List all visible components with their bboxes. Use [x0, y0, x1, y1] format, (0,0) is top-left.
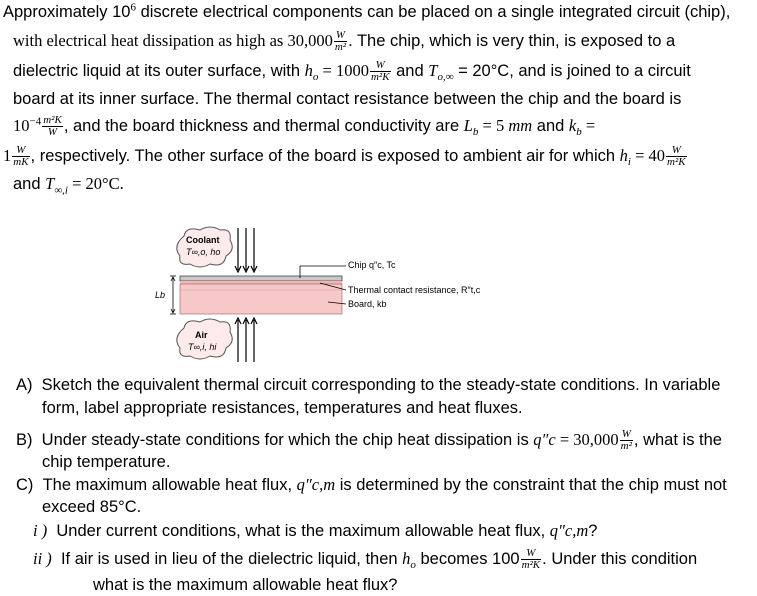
- question-c-label: C): [16, 476, 34, 494]
- chip-label: Chip q″c, Tc: [348, 260, 396, 270]
- question-c-line-1: C) The maximum allowable heat flux, q″c,m is determined by the constraint that the chip must not: [16, 475, 727, 494]
- contact-resistance-label: Thermal contact resistance, R″t,c: [348, 285, 481, 295]
- statement-line-6: 1 $\frac{W}{mK}$ , respectively. The other surface of the board is exposed to ambient air for which $h_i = 40$ $\frac{W}{\text{m²K}}$: [3, 144, 686, 169]
- board-label: Board, kb: [348, 299, 387, 309]
- question-c-ii-line-1: ii ) If air is used in lieu of the dielectric liquid, then $h_o$ becomes 100 $\frac{W}{\text{m²K}}$ . Under this condition: [33, 547, 698, 572]
- board-layer: [180, 284, 342, 314]
- statement-line-3: dielectric liquid at its outer surface, with $h_o = 1000$ $\frac{W}{\text{m²K}}$ and $T_{o,\infty} = 20^\circ C$, and is joined to a circuit: [13, 59, 691, 84]
- question-c-ii-line-2: what is the maximum allowable heat flux?: [93, 576, 398, 594]
- contact-layer: [180, 281, 342, 284]
- statement-line-2: with electrical heat dissipation as high as 30,000 $\frac{W}{\text{m²}}$ . The chip, which is very thin, is exposed to a: [13, 29, 676, 53]
- question-b-line-1: B) Under steady-state conditions for which the chip heat dissipation is q″c = 30,000 $\frac{W}{\text{m²}}$ , what is the: [16, 428, 722, 452]
- chip-layer: [180, 276, 342, 281]
- air-label: Air: [195, 330, 208, 340]
- air-flow-arrows: [235, 318, 257, 362]
- question-c-line-2: exceed 85°C.: [42, 498, 142, 516]
- statement-line-1: Approximately $10^6$ discrete electrical components can be placed on a single integrated circuit (chip),: [3, 1, 731, 21]
- question-a-line-1: A) Sketch the equivalent thermal circuit corresponding to the steady-state conditions. In variable: [16, 376, 721, 394]
- statement-line-5: $10^{-4}$ $\frac{\text{m²K}}{W}$ , and the board thickness and thermal conductivity are $L_b = 5$ mm and $k_b$ =: [13, 114, 596, 139]
- coolant-variables: T∞,o, ho: [186, 247, 221, 257]
- lb-label: Lb: [155, 290, 166, 300]
- lb-dimension: [170, 276, 176, 314]
- question-b-label: B): [16, 430, 33, 449]
- question-c-ii-label: ii ): [33, 548, 52, 568]
- statement-line-7: and $T_{\infty,i} = 20^\circ C$.: [13, 174, 124, 197]
- air-variables: T∞,i, hi: [188, 342, 217, 352]
- question-a-line-2: form, label appropriate resistances, temperatures and heat fluxes.: [42, 399, 523, 417]
- question-a-label: A): [16, 376, 33, 394]
- question-c-i-label: i ): [33, 521, 48, 540]
- coolant-label: Coolant: [186, 235, 220, 245]
- statement-line-4: board at its inner surface. The thermal contact resistance between the chip and the board is: [13, 90, 682, 108]
- chip-board-diagram: [150, 222, 550, 372]
- question-c-i: i ) Under current conditions, what is the maximum allowable heat flux, q″c,m?: [33, 521, 598, 540]
- coolant-flow-arrows: [235, 228, 257, 272]
- question-b-line-2: chip temperature.: [42, 453, 171, 471]
